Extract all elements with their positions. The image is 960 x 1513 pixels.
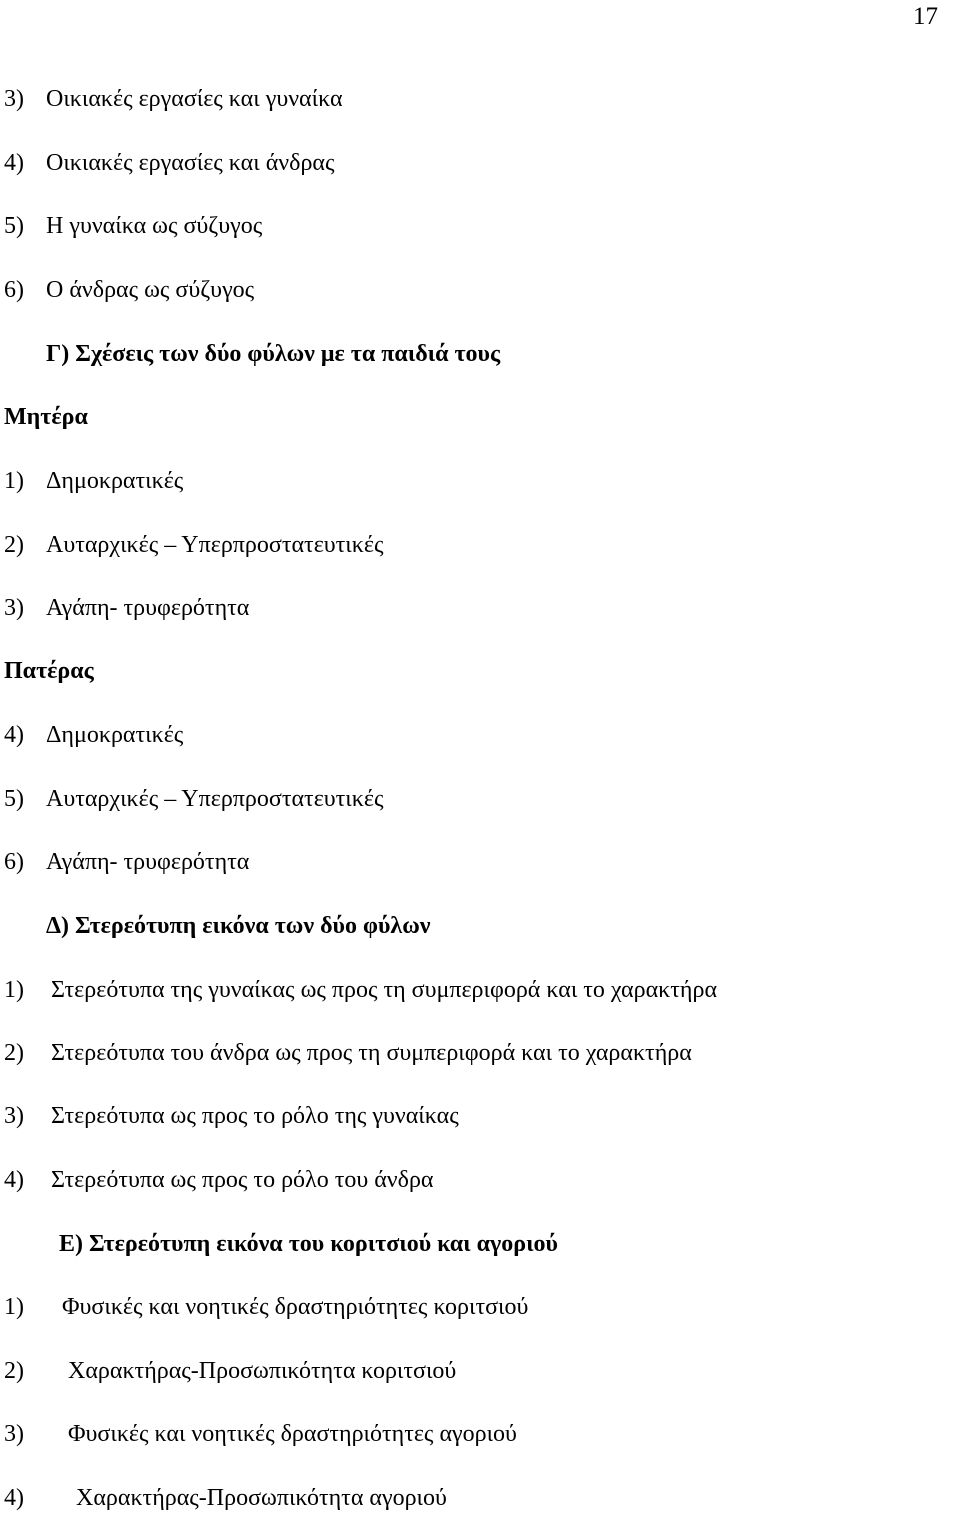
item-number: 5) xyxy=(4,213,24,239)
item-number: 3) xyxy=(4,86,24,112)
section-heading: Δ) Στερεότυπη εικόνα των δύο φύλων xyxy=(46,913,431,939)
item-number: 3) xyxy=(4,1421,24,1447)
page-number: 17 xyxy=(913,3,938,30)
list-item xyxy=(4,530,383,560)
item-text: Δημοκρατικές xyxy=(46,722,184,748)
list-item xyxy=(4,1165,434,1195)
item-text: Οικιακές εργασίες και γυναίκα xyxy=(46,86,343,112)
item-text: Οικιακές εργασίες και άνδρας xyxy=(46,150,335,176)
section-heading: Γ) Σχέσεις των δύο φύλων με τα παιδιά τους xyxy=(46,341,501,367)
list-item xyxy=(4,847,249,877)
list-item xyxy=(4,720,183,750)
item-number: 1) xyxy=(4,1294,24,1320)
list-item xyxy=(4,593,249,623)
item-text: Στερεότυπα ως προς το ρόλο της γυναίκας xyxy=(51,1103,459,1129)
item-number: 2) xyxy=(4,532,24,558)
item-text: Φυσικές και νοητικές δραστηριότητες αγοριού xyxy=(68,1421,517,1447)
section-heading: Ε) Στερεότυπη εικόνα του κοριτσιού και αγοριού xyxy=(59,1231,558,1257)
item-number: 2) xyxy=(4,1358,24,1384)
item-text: Στερεότυπα του άνδρα ως προς τη συμπεριφορά και το χαρακτήρα xyxy=(51,1040,692,1066)
item-number: 1) xyxy=(4,468,24,494)
list-item xyxy=(4,975,717,1005)
item-number: 4) xyxy=(4,722,24,748)
list-item xyxy=(4,466,183,496)
list-item xyxy=(4,1483,447,1513)
item-text: Αυταρχικές – Υπερπροστατευτικές xyxy=(46,786,384,812)
item-number: 4) xyxy=(4,1167,24,1193)
item-number: 6) xyxy=(4,849,24,875)
item-text: Δημοκρατικές xyxy=(46,468,184,494)
list-item xyxy=(4,1356,456,1386)
subsection-heading: Μητέρα xyxy=(4,404,88,430)
item-text: Αγάπη- τρυφερότητα xyxy=(46,595,250,621)
item-text: Αγάπη- τρυφερότητα xyxy=(46,849,250,875)
list-item xyxy=(4,84,343,114)
item-number: 5) xyxy=(4,786,24,812)
list-item xyxy=(4,1292,528,1322)
item-number: 3) xyxy=(4,1103,24,1129)
item-text: Η γυναίκα ως σύζυγος xyxy=(46,213,263,239)
item-number: 3) xyxy=(4,595,24,621)
item-number: 4) xyxy=(4,150,24,176)
item-text: Ο άνδρας ως σύζυγος xyxy=(46,277,255,303)
item-text: Αυταρχικές – Υπερπροστατευτικές xyxy=(46,532,384,558)
list-item xyxy=(4,1101,459,1131)
list-item xyxy=(4,1419,517,1449)
item-text: Χαρακτήρας-Προσωπικότητα αγοριού xyxy=(76,1485,447,1511)
list-item xyxy=(4,1038,692,1068)
item-number: 2) xyxy=(4,1040,24,1066)
item-text: Στερεότυπα ως προς το ρόλο του άνδρα xyxy=(51,1167,434,1193)
list-item xyxy=(4,275,254,305)
item-number: 4) xyxy=(4,1485,24,1511)
item-number: 1) xyxy=(4,977,24,1003)
item-text: Χαρακτήρας-Προσωπικότητα κοριτσιού xyxy=(68,1358,457,1384)
item-text: Στερεότυπα της γυναίκας ως προς τη συμπεριφορά και το χαρακτήρα xyxy=(51,977,718,1003)
subsection-heading: Πατέρας xyxy=(4,658,94,684)
list-item xyxy=(4,148,335,178)
list-item xyxy=(4,784,383,814)
item-number: 6) xyxy=(4,277,24,303)
item-text: Φυσικές και νοητικές δραστηριότητες κοριτσιού xyxy=(62,1294,529,1320)
list-item xyxy=(4,211,262,241)
